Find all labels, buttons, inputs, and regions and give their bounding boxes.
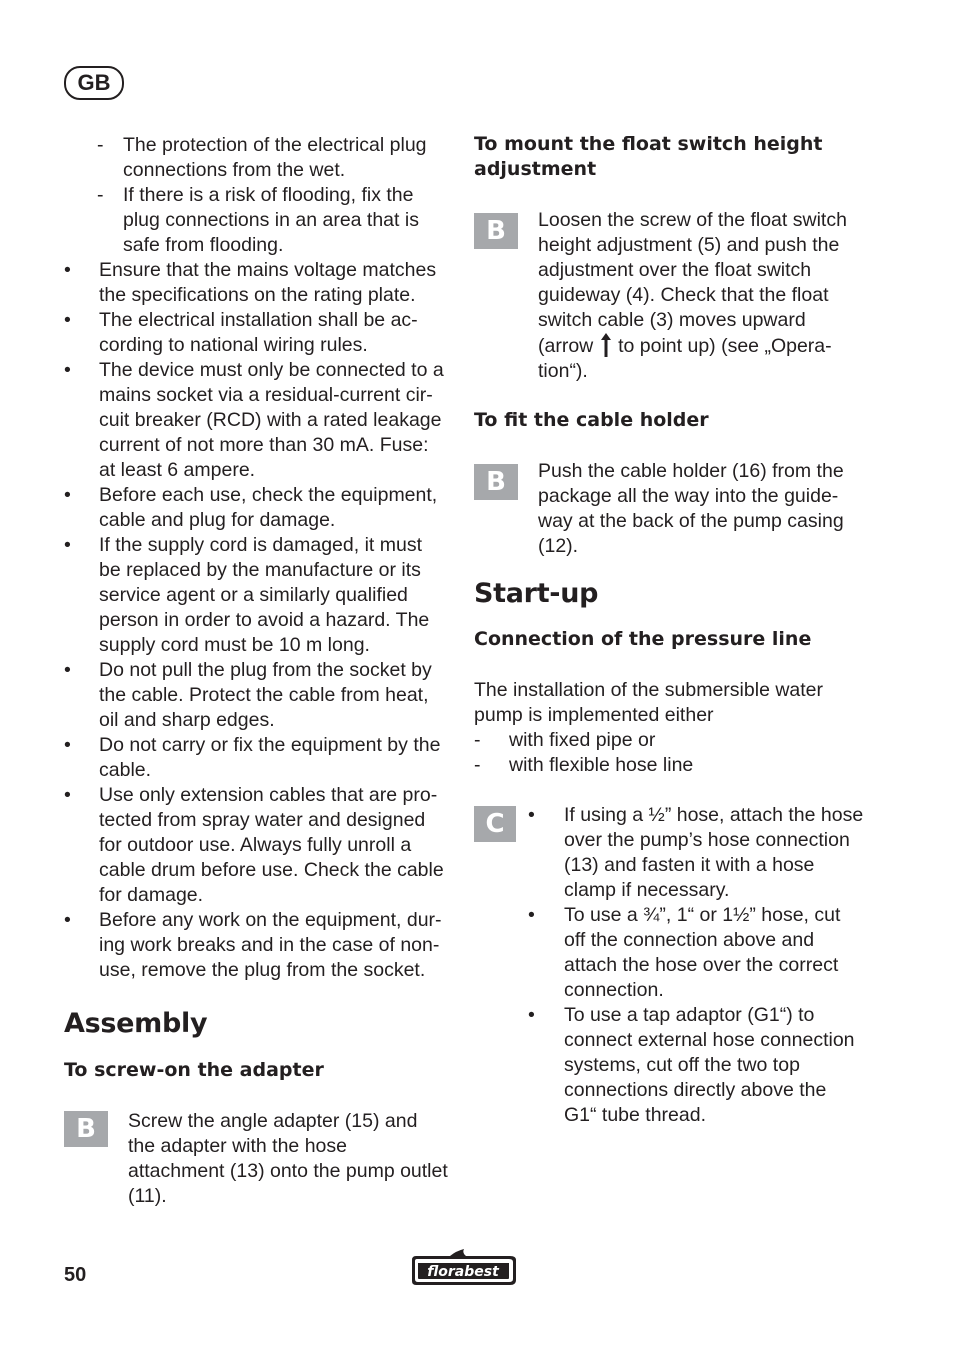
left-column — [64, 133, 448, 1209]
list-item-text: If the supply cord is damaged, it must be replaced by the manufacture or its service agent or a similarly qualified person in order to avoid a hazard. The supply cord must be 10 m long. — [99, 534, 430, 656]
florabest-logo-icon — [406, 1248, 520, 1288]
list-item — [64, 533, 448, 658]
list-item — [528, 803, 864, 903]
heading-float-switch: To mount the float switch height adjustment — [474, 133, 823, 180]
list-item-text: The protection of the electrical plug connections from the wet. — [123, 134, 427, 181]
arrow-up-icon — [601, 333, 611, 357]
step-text: Screw the angle adapter (15) and the adapter with the hose attachment (13) onto the pump outlet (11). — [128, 1110, 448, 1207]
right-column — [474, 132, 864, 1128]
list-item: - with flexible hose line — [474, 754, 694, 776]
bullet-icon: • — [64, 734, 71, 756]
step-cable-holder — [474, 459, 864, 559]
bullet-icon: • — [64, 784, 71, 806]
list-item-text: The electrical installation shall be according to national wiring rules. — [99, 309, 418, 356]
figure-badge: C — [474, 806, 516, 842]
list-item — [64, 733, 448, 783]
bullet-icon: • — [528, 804, 535, 826]
list-item — [64, 783, 448, 908]
list-item-text: with flexible hose line — [509, 754, 694, 776]
list-item-text: The device must only be connected to a mains socket via a residual-current circuit breaker (RCD) with a rated leakage current of not more than 30 mA. Fuse: at least 6 ampere. — [99, 359, 444, 481]
bullet-icon: • — [64, 909, 71, 931]
list-item — [64, 308, 448, 358]
bullet-icon: • — [528, 1004, 535, 1026]
list-item — [64, 483, 448, 533]
list-item — [64, 258, 448, 308]
heading-screw-adapter: To screw-on the adapter — [64, 1059, 324, 1081]
list-item — [64, 658, 448, 733]
pressure-intro: The installation of the submersible water pump is implemented either — [474, 679, 824, 726]
heading-cable-holder: To fit the cable holder — [474, 409, 709, 431]
language-badge: GB — [64, 66, 124, 100]
list-item — [64, 908, 448, 983]
bullet-icon: • — [64, 309, 71, 331]
list-item-text: Do not carry or fix the equipment by the cable. — [99, 734, 441, 781]
list-item-text: If using a ½” hose, attach the hose over the pump’s hose connection (13) and fasten it with a hose clamp if necessary. — [564, 804, 864, 901]
section-title-startup: Start-up — [474, 578, 599, 609]
bullet-icon: • — [64, 659, 71, 681]
page-number: 50 — [64, 1264, 87, 1286]
list-item: - with fixed pipe or — [474, 729, 656, 751]
list-item-text: Do not pull the plug from the socket by the cable. Protect the cable from heat, oil and sharp edges. — [99, 659, 432, 731]
figure-badge: B — [474, 464, 518, 500]
svg-text:florabest: florabest — [427, 1264, 499, 1280]
step-screw-adapter — [64, 1109, 448, 1209]
list-item-text: If there is a risk of flooding, fix the plug connections in an area that is safe from flooding. — [123, 184, 419, 256]
bullet-icon: • — [64, 359, 71, 381]
step-text: Loosen the screw of the float switch height adjustment (5) and push the adjustment over the float switch guideway (4). Check that the float switch cable (3) moves upward (arrow to point up) (see „Operation“). — [538, 209, 847, 382]
list-item — [528, 903, 864, 1003]
heading-pressure-line: Connection of the pressure line — [474, 628, 812, 650]
list-item-text: with fixed pipe or — [509, 729, 656, 751]
list-item-text: To use a ¾”, 1“ or 1½” hose, cut off the connection above and attach the hose over the correct connection. — [564, 904, 841, 1001]
list-item-text: Use only extension cables that are protected from spray water and designed for outdoor use. Always fully unroll a cable drum before use. Check the cable for damage. — [99, 784, 444, 906]
step-hose-connection — [474, 803, 864, 1128]
list-item — [64, 358, 448, 483]
step-float-switch — [474, 208, 864, 384]
list-item-text: Ensure that the mains voltage matches the specifications on the rating plate. — [99, 259, 437, 306]
figure-badge: B — [474, 213, 518, 249]
list-item-text: To use a tap adaptor (G1“) to connect external hose connection systems, cut off the two top connections directly above the G1“ tube thread. — [564, 1004, 855, 1126]
list-item — [528, 1003, 864, 1128]
section-title-assembly: Assembly — [64, 1008, 208, 1039]
bullet-icon: • — [64, 259, 71, 281]
list-item: - If there is a risk of flooding, fix the plug connections in an area that is safe from flooding. — [97, 184, 419, 256]
step-text: Push the cable holder (16) from the package all the way into the guideway at the back of the pump casing (12). — [538, 460, 844, 557]
figure-badge: B — [64, 1111, 108, 1147]
bullet-icon: • — [64, 484, 71, 506]
list-item-text: Before each use, check the equipment, cable and plug for damage. — [99, 484, 438, 531]
bullet-icon: • — [528, 904, 535, 926]
bullet-icon: • — [64, 534, 71, 556]
list-item: - The protection of the electrical plug connections from the wet. — [97, 134, 427, 181]
list-item-text: Before any work on the equipment, during work breaks and in the case of non-use, remove the plug from the socket. — [99, 909, 442, 981]
